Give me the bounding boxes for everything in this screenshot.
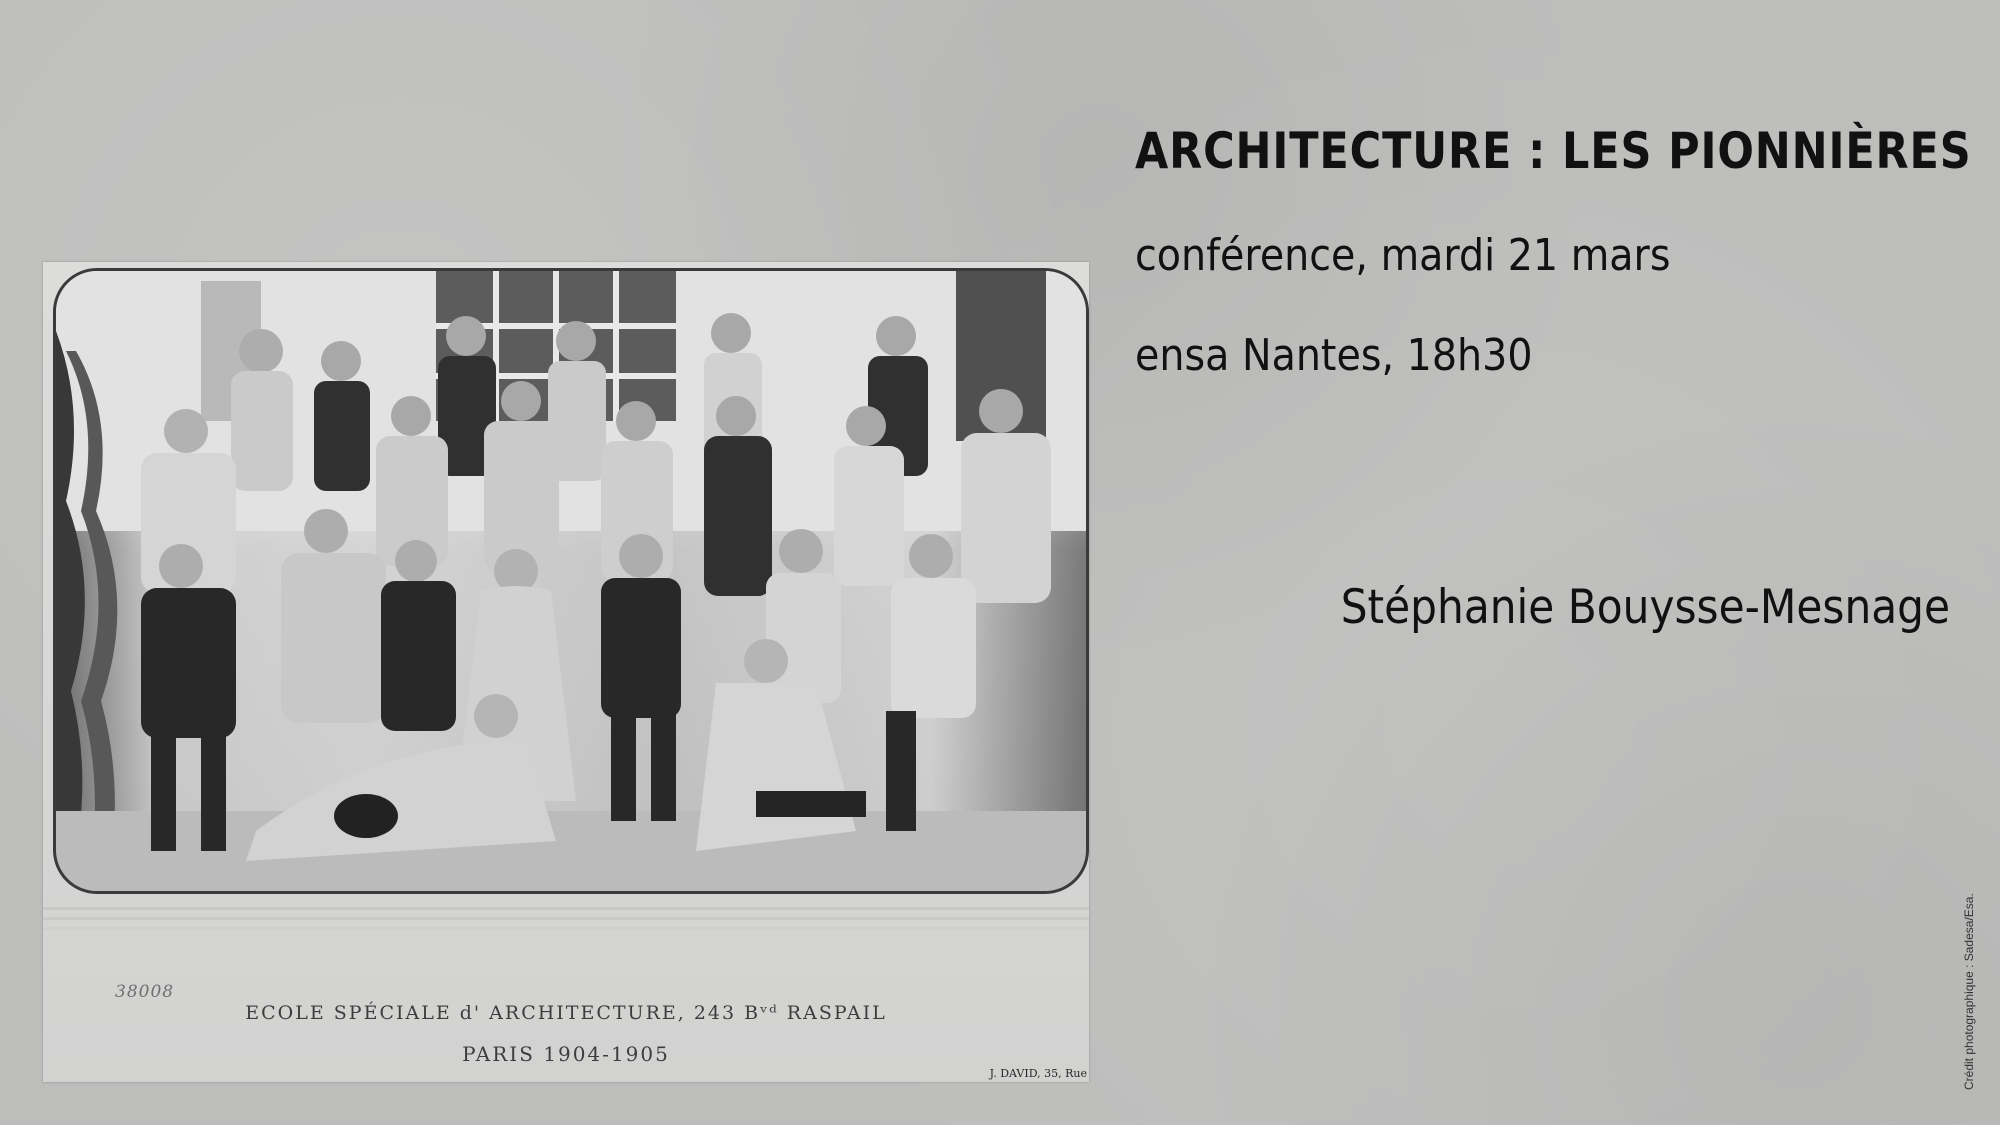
event-title: ARCHITECTURE : LES PIONNIÈRES <box>1135 122 1972 180</box>
event-date: conférence, mardi 21 mars <box>1135 230 1671 281</box>
group-photograph <box>53 268 1089 894</box>
archive-number: 38008 <box>115 982 175 1002</box>
event-location-time: ensa Nantes, 18h30 <box>1135 330 1533 381</box>
group-photograph-illustration <box>56 271 1086 891</box>
photo-caption-year: PARIS 1904-1905 <box>462 1042 670 1066</box>
photo-credit: Crédit photographique : Sadesa/Esa. <box>1962 893 1976 1090</box>
speaker-name: Stéphanie Bouysse-Mesnage <box>1340 580 1950 635</box>
photo-caption-school: ECOLE SPÉCIALE d' ARCHITECTURE, 243 Bᵛᵈ RASPAIL <box>245 1002 887 1024</box>
archival-photo-card <box>43 262 1089 1082</box>
photographer-stamp: J. DAVID, 35, Rue <box>989 1067 1087 1080</box>
